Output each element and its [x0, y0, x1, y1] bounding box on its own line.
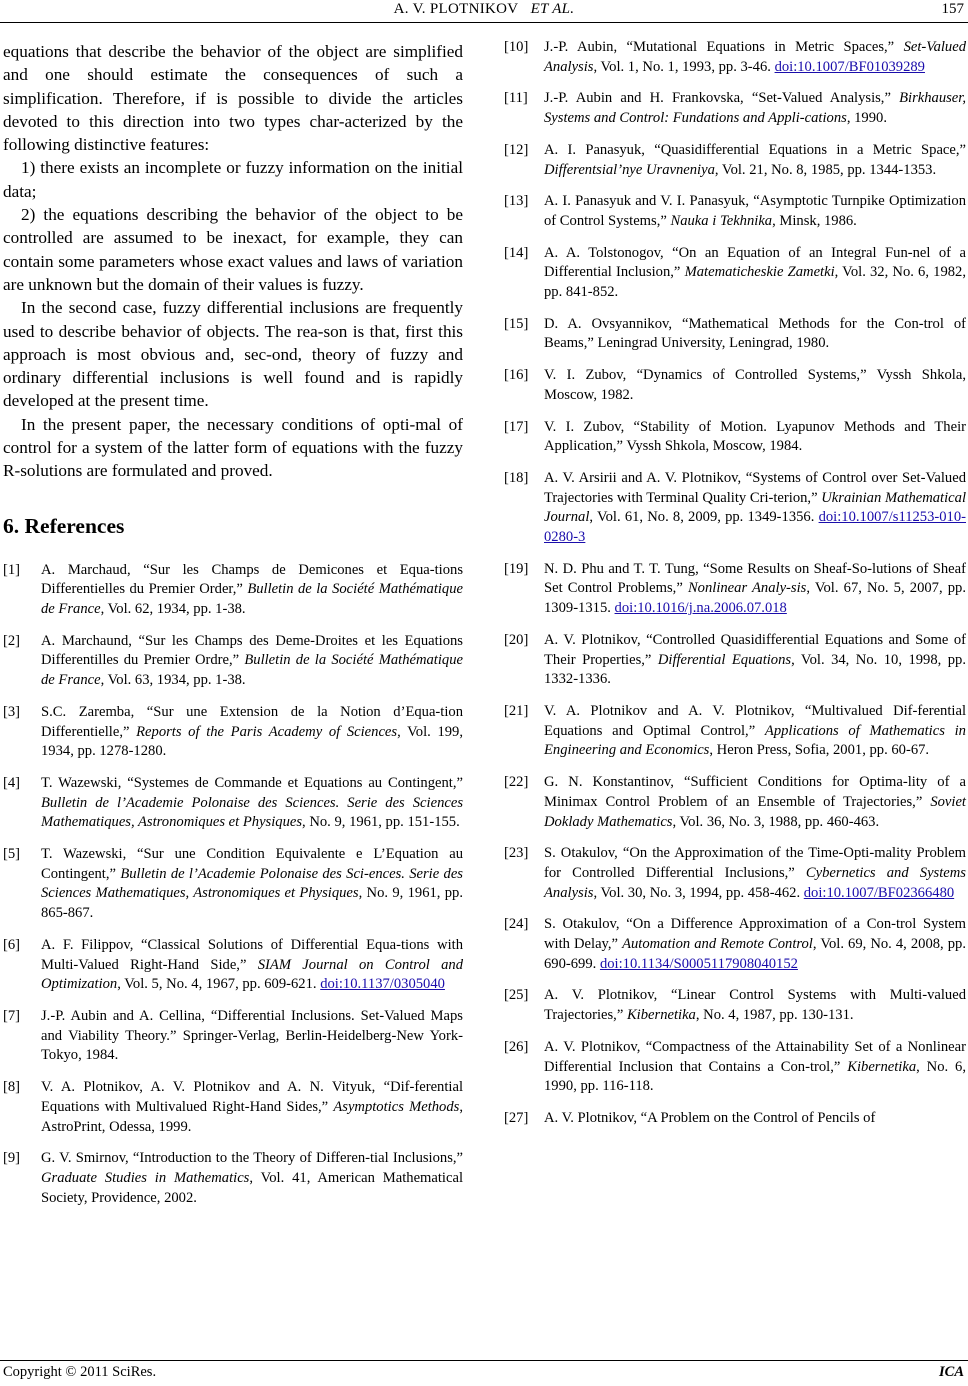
- reference-number: [23]: [504, 845, 529, 862]
- reference-text: N. D. Phu and T. T. Tung, “Some Results on Sheaf-So-lutions of Sheaf Set Control Problems,”: [544, 560, 966, 597]
- reference-item: [504, 915, 966, 974]
- reference-number: [1]: [3, 561, 21, 578]
- reference-item: [504, 560, 966, 619]
- reference-text: G. V. Smirnov, “Introduction to the Theory of Differen-tial Inclusions,”: [41, 1150, 463, 1167]
- reference-source: Ukrainian Mathematical Journal: [544, 489, 966, 526]
- reference-number: [17]: [504, 418, 529, 435]
- reference-text: A. V. Plotnikov, “A Problem on the Control of Pencils of: [544, 1109, 876, 1126]
- running-header: [0, 0, 968, 22]
- reference-text: , Vol. 30, No. 3, 1994, pp. 458-462.: [593, 884, 804, 901]
- reference-item: [504, 1109, 966, 1129]
- reference-text: , Vol. 41, American Mathematical Society, Providence, 2002.: [41, 1169, 463, 1206]
- reference-source: Bulletin de la Société Mathématique de France: [41, 652, 463, 689]
- reference-text: T. Wazewski, “Systemes de Commande et Equations au Contingent,”: [41, 774, 463, 791]
- reference-item: [504, 38, 966, 77]
- reference-source: SIAM Journal on Control and Optimization: [41, 956, 463, 993]
- reference-text: J.-P. Aubin and H. Frankovska, “Set-Valued Analysis,”: [544, 90, 900, 107]
- reference-text: , Vol. 63, 1934, pp. 1-38.: [100, 672, 246, 689]
- doi-link[interactable]: doi:10.1007/BF02366480: [803, 884, 955, 901]
- reference-text: A. V. Plotnikov, “Compactness of the Attainability Set of a Nonlinear Differential Inclusion that Contains a Con-trol,”: [544, 1038, 966, 1075]
- reference-text: S. Otakulov, “On a Difference Approximation of a Con-trol System with Delay,”: [544, 916, 966, 953]
- body-paragraph: 2) the equations describing the behavior of the object to be controlled are assumed to be inexact, for example, they can contain some parameters whose exact values and laws of variation are unknown but the domain of their values is fuzzy.: [3, 205, 463, 294]
- body-paragraph: In the second case, fuzzy differential inclusions are frequently used to describe behavior of objects. The rea-son is that, first this approach is most obvious and, sec-ond, theory of fuzzy and ordinary differential inclusions is well found and is rapidly developed at the present time.: [3, 298, 463, 411]
- reference-source: Graduate Studies in Mathematics: [41, 1169, 250, 1186]
- reference-number: [18]: [504, 469, 529, 486]
- reference-text: S.C. Zaremba, “Sur une Extension de la Notion d’Equa-tion Differentielle,”: [41, 703, 463, 740]
- reference-number: [13]: [504, 193, 529, 210]
- reference-number: [4]: [3, 774, 21, 791]
- footer-rule: [0, 1360, 968, 1361]
- reference-text: V. I. Zubov, “Dynamics of Controlled Systems,” Vyssh Shkola, Moscow, 1982.: [544, 367, 966, 403]
- reference-text: , Minsk, 1986.: [772, 212, 857, 229]
- reference-text: , Vol. 199, 1934, pp. 1278-1280.: [41, 723, 463, 760]
- left-column: [3, 40, 463, 1220]
- reference-text: V. I. Zubov, “Stability of Motion. Lyapunov Methods and Their Application,” Vyssh Shkola, Moscow, 1984.: [544, 418, 966, 455]
- reference-source: Reports of the Paris Academy of Sciences: [136, 723, 398, 740]
- reference-item: [504, 986, 966, 1025]
- reference-item: [504, 773, 966, 832]
- reference-item: [504, 469, 966, 548]
- reference-list-right: [504, 38, 966, 1129]
- reference-text: , Vol. 61, No. 8, 2009, pp. 1349-1356.: [589, 509, 819, 526]
- reference-source: Bulletin de la Société Mathématique de France: [41, 581, 463, 618]
- reference-text: A. F. Filippov, “Classical Solutions of Differential Equa-tions with Multi-Valued Right-Hand Side,”: [41, 936, 463, 973]
- reference-number: [22]: [504, 774, 529, 791]
- reference-item: [3, 1007, 463, 1066]
- reference-source: Nonlinear Analy-sis: [687, 580, 807, 597]
- reference-number: [12]: [504, 141, 529, 158]
- reference-number: [7]: [3, 1008, 21, 1024]
- reference-text: , Vol. 67, No. 5, 2007, pp. 1309-1315.: [544, 580, 966, 617]
- reference-text: , No. 9, 1961, pp. 151-155.: [302, 814, 460, 831]
- reference-item: [3, 561, 463, 620]
- reference-text: T. Wazewski, “Sur une Condition Equivalente e L’Equation au Contingent,”: [41, 846, 463, 882]
- doi-link[interactable]: doi:10.1007/BF01039289: [774, 58, 925, 75]
- doi-link[interactable]: doi:10.1016/j.na.2006.07.018: [614, 600, 787, 617]
- reference-text: J.-P. Aubin, “Mutational Equations in Metric Spaces,”: [544, 39, 904, 55]
- reference-number: [6]: [3, 936, 21, 953]
- body-paragraph: equations that describe the behavior of the object are simplified and one should estimate the consequences of such a simplification. Therefore, if is possible to divide the articles devoted to this direction into two types char-acterized by the following distinctive features:: [3, 42, 463, 155]
- reference-item: [3, 1149, 463, 1208]
- reference-text: A. I. Panasyuk, “Quasidifferential Equations in a Metric Space,”: [544, 141, 966, 158]
- reference-text: V. A. Plotnikov, A. V. Plotnikov and A. N. Vityuk, “Dif-ferential Equations with Multivalued Right-Hand Sides,”: [41, 1079, 463, 1115]
- right-column: [504, 38, 966, 1141]
- reference-source: Asymptotics Methods: [333, 1098, 460, 1115]
- reference-text: , No. 4, 1987, pp. 130-131.: [695, 1007, 854, 1024]
- reference-item: [3, 1078, 463, 1137]
- reference-source: Cybernetics and Systems Analysis: [544, 864, 966, 901]
- reference-source: Matematicheskie Zametki: [684, 264, 835, 281]
- reference-text: A. Marchaund, “Sur les Champs des Deme-Droites et les Equations Differentilles du Premier Ordre,”: [41, 632, 463, 669]
- doi-link[interactable]: doi:10.1134/S0005117908040152: [599, 955, 798, 972]
- reference-text: V. A. Plotnikov and A. V. Plotnikov, “Multivalued Dif-ferential Equations and Optimal Control,”: [544, 702, 966, 739]
- reference-item: [3, 936, 463, 995]
- reference-source: Nauka i Tekhnika: [670, 212, 773, 229]
- journal-abbrev: ICA: [939, 1364, 964, 1380]
- reference-item: [504, 315, 966, 354]
- reference-item: [504, 192, 966, 231]
- doi-link[interactable]: doi:10.1007/s11253-010-0280-3: [544, 509, 966, 546]
- page-number: 157: [941, 1, 964, 17]
- reference-item: [3, 774, 463, 833]
- reference-source: Automation and Remote Control: [622, 936, 813, 953]
- reference-number: [3]: [3, 703, 21, 720]
- reference-text: , Heron Press, Sofia, 2001, pp. 60-67.: [709, 742, 930, 759]
- reference-text: , No. 9, 1961, pp. 865-867.: [41, 885, 463, 922]
- reference-text: , Vol. 5, No. 4, 1967, pp. 609-621.: [117, 976, 321, 993]
- reference-source: Bulletin de l’Academie Polonaise des Sciences. Serie des Sciences Mathematiques, Astronomiques et Physiques: [41, 794, 463, 831]
- reference-text: , AstroPrint, Odessa, 1999.: [41, 1098, 463, 1135]
- reference-source: Bulletin de l’Academie Polonaise des Sci-ences. Serie des Sciences Mathematiques, Astronomiques et Physiques: [41, 865, 463, 902]
- reference-text: D. A. Ovsyannikov, “Mathematical Methods for the Con-trol of Beams,” Leningrad University, Leningrad, 1980.: [544, 315, 966, 352]
- reference-source: Soviet Doklady Mathematics: [544, 793, 966, 830]
- reference-number: [19]: [504, 560, 529, 577]
- copyright-notice: Copyright © 2011 SciRes.: [3, 1364, 157, 1380]
- reference-text: A. I. Panasyuk and V. I. Panasyuk, “Asymptotic Turnpike Optimization of Control Systems,”: [544, 193, 966, 229]
- reference-item: [504, 418, 966, 457]
- reference-text: , Vol. 1, No. 1, 1993, pp. 3-46.: [593, 58, 775, 75]
- section-heading-references: 6. References: [3, 513, 125, 538]
- reference-source: Differentsial’nye Uravneniya: [544, 161, 715, 178]
- reference-text: A. A. Tolstonogov, “On an Equation of an Integral Fun-nel of a Differential Inclusion,”: [544, 244, 966, 281]
- reference-number: [20]: [504, 631, 529, 648]
- reference-number: [24]: [504, 916, 529, 933]
- header-rule: [0, 22, 968, 23]
- reference-text: , Vol. 21, No. 8, 1985, pp. 1344-1353.: [714, 161, 937, 178]
- reference-item: [3, 632, 463, 691]
- reference-source: Set-Valued Analysis: [544, 39, 966, 75]
- reference-source: Birkhauser, Systems and Control: Fundations and Appli-cations: [544, 90, 966, 127]
- reference-number: [11]: [504, 90, 528, 107]
- reference-source: Differential Equations: [657, 651, 792, 668]
- reference-text: , Vol. 32, No. 6, 1982, pp. 841-852.: [544, 264, 967, 301]
- body-paragraph: 1) there exists an incomplete or fuzzy information on the initial data;: [3, 158, 463, 201]
- reference-item: [504, 141, 966, 180]
- reference-text: , Vol. 62, 1934, pp. 1-38.: [100, 601, 246, 618]
- reference-number: [21]: [504, 702, 529, 719]
- reference-item: [504, 1038, 966, 1097]
- reference-source: Kibernetika: [847, 1058, 917, 1075]
- reference-number: [26]: [504, 1038, 529, 1055]
- reference-text: G. N. Konstantinov, “Sufficient Conditions for Optima-lity of a Minimax Control Problem of an Ensemble of Trajectories,”: [544, 774, 966, 810]
- reference-source: Kibernetika: [626, 1007, 696, 1024]
- reference-number: [2]: [3, 632, 21, 649]
- reference-item: [504, 244, 966, 303]
- reference-number: [9]: [3, 1150, 21, 1167]
- reference-text: J.-P. Aubin and A. Cellina, “Differential Inclusions. Set-Valued Maps and Viability Theory.” Springer-Verlag, Berlin-Heidelberg-New York-Tokyo, 1984.: [41, 1008, 463, 1064]
- reference-item: [504, 702, 966, 761]
- reference-text: S. Otakulov, “On the Approximation of the Time-Opti-mality Problem for Controlled Differential Inclusions,”: [544, 845, 966, 881]
- reference-text: , No. 6, 1990, pp. 116-118.: [544, 1058, 966, 1095]
- reference-number: [10]: [504, 39, 529, 55]
- reference-text: , Vol. 69, No. 4, 2008, pp. 690-699.: [544, 936, 966, 972]
- reference-list-left: [3, 561, 463, 1209]
- reference-number: [5]: [3, 846, 21, 863]
- reference-text: , Vol. 36, No. 3, 1988, pp. 460-463.: [672, 813, 880, 830]
- reference-item: [504, 844, 966, 903]
- reference-number: [16]: [504, 367, 529, 384]
- reference-item: [3, 845, 463, 924]
- reference-number: [14]: [504, 244, 529, 261]
- doi-link[interactable]: doi:10.1137/0305040: [320, 976, 445, 993]
- reference-text: , 1990.: [846, 110, 887, 127]
- reference-number: [15]: [504, 315, 529, 332]
- reference-text: A. V. Plotnikov, “Controlled Quasidifferential Equations and Some of Their Properties,”: [544, 631, 966, 668]
- reference-text: A. V. Arsirii and A. V. Plotnikov, “Systems of Control over Set-Valued Trajectories with Terminal Quality Cri-terion,”: [544, 469, 966, 506]
- reference-item: [504, 366, 966, 405]
- reference-item: [504, 89, 966, 128]
- reference-source: Applications of Mathematics in Engineering and Economics: [544, 722, 966, 759]
- reference-text: A. V. Plotnikov, “Linear Control Systems with Multi-valued Trajectories,”: [544, 987, 966, 1024]
- running-title: A. V. PLOTNIKOV ET AL.: [393, 1, 575, 17]
- reference-text: A. Marchaud, “Sur les Champs de Demicones et Equa-tions Differentielles du Premier Order,”: [41, 561, 463, 598]
- body-paragraph: In the present paper, the necessary conditions of opti-mal of control for a system of the latter form of equations with the fuzzy R-solutions are formulated and proved.: [3, 414, 463, 481]
- reference-number: [27]: [504, 1109, 529, 1126]
- reference-text: , Vol. 34, No. 10, 1998, pp. 1332-1336.: [544, 651, 967, 688]
- reference-number: [25]: [504, 987, 529, 1004]
- reference-item: [3, 703, 463, 762]
- reference-number: [8]: [3, 1079, 21, 1096]
- reference-item: [504, 631, 966, 690]
